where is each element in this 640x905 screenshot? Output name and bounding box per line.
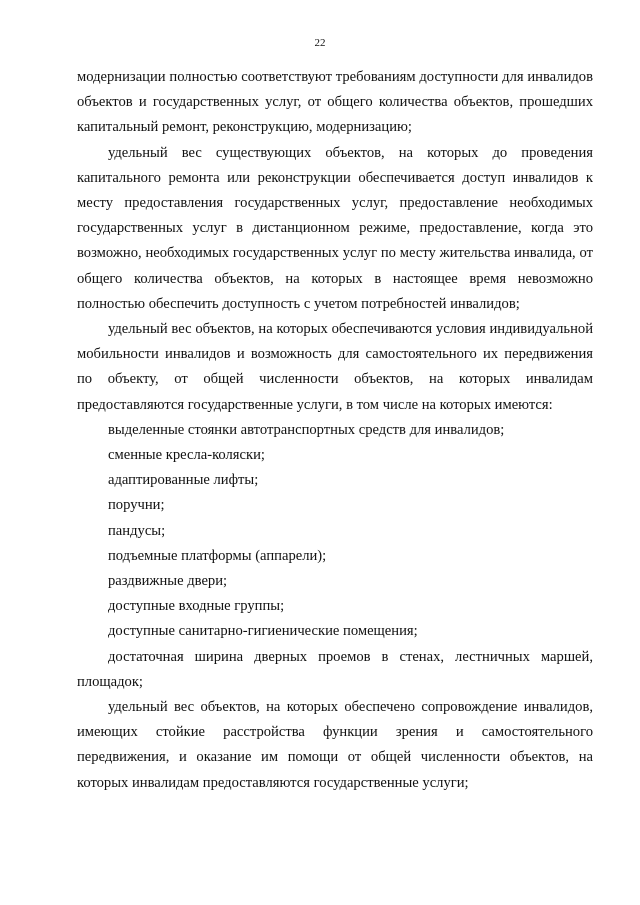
- list-item: пандусы;: [108, 522, 166, 539]
- paragraph: модернизации полностью соответствуют требованиям доступности для инвалидов объектов и государственных услуг, от общего количества объектов, прошедших капитальный ремонт, реконструкцию, модернизацию;: [77, 69, 593, 136]
- paragraph: удельный вес объектов, на которых обеспечено сопровождение инвалидов, имеющих стойкие расстройства функции зрения и самостоятельного передвижения, и оказание им помощи от общей численности объектов, на которых инвалидам предоставляются государственные услуги;: [77, 699, 593, 791]
- list-item: раздвижные двери;: [108, 573, 228, 590]
- list-item: достаточная ширина дверных проемов в стенах, лестничных маршей, площадок;: [77, 648, 593, 690]
- list-item: поручни;: [108, 497, 165, 514]
- page-number: 22: [314, 37, 326, 49]
- list-item: сменные кресла-коляски;: [108, 447, 265, 464]
- list-item: адаптированные лифты;: [108, 472, 259, 489]
- list-item: доступные входные группы;: [108, 598, 285, 615]
- list-item: доступные санитарно-гигиенические помещения;: [108, 623, 418, 640]
- paragraph: удельный вес существующих объектов, на которых до проведения капитального ремонта или реконструкции обеспечивается доступ инвалидов к месту предоставления государственных услуг, предоставление необходимых государственных услуг в дистанционном режиме, предоставление, когда это возможно, необходимых государственных услуг по месту жительства инвалида, от общего количества объектов, на которых в настоящее время невозможно полностью обеспечить доступность с учетом потребностей инвалидов;: [77, 144, 593, 312]
- paragraph: удельный вес объектов, на которых обеспечиваются условия индивидуальной мобильности инвалидов и возможность для самостоятельного их передвижения по объекту, от общей численности объектов, на которых инвалидам предоставляются государственные услуги, в том числе на которых имеются:: [77, 321, 593, 413]
- list-item: подъемные платформы (аппарели);: [108, 547, 327, 564]
- document-body: [77, 65, 593, 796]
- list-item: выделенные стоянки автотранспортных средств для инвалидов;: [108, 421, 505, 438]
